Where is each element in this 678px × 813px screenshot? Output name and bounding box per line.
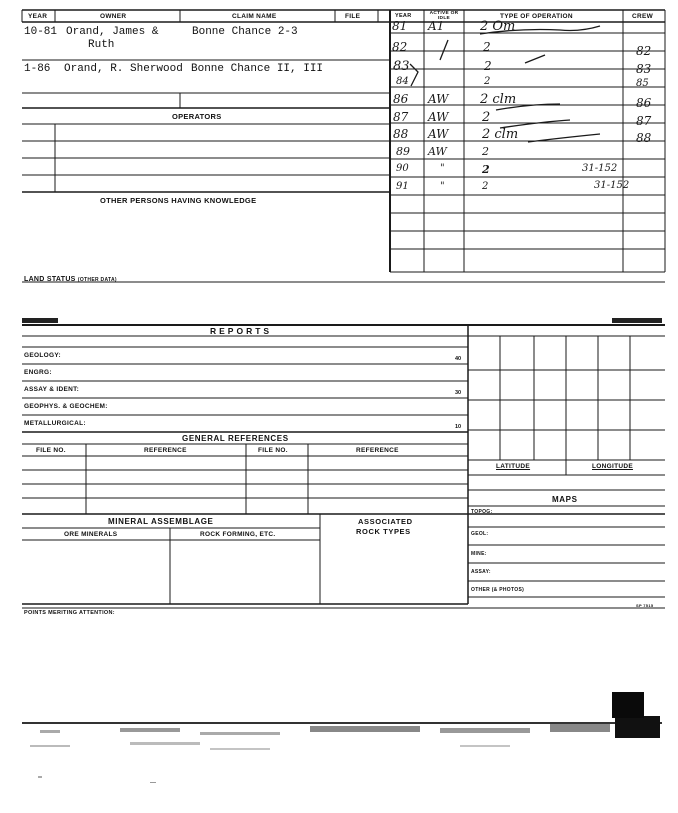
activity-row-5-year: 86 bbox=[393, 92, 409, 106]
activity-row-10-year: 91 bbox=[396, 181, 409, 192]
activity-row-3-crew: 83 bbox=[636, 62, 652, 76]
points-meriting-attention: POINTS MERITING ATTENTION: bbox=[24, 610, 115, 616]
activity-row-4-type: 2 bbox=[484, 76, 491, 87]
activity-row-9-active: " bbox=[440, 163, 445, 174]
activity-row-1-active: A1 bbox=[428, 19, 445, 33]
activity-row-10-active: " bbox=[440, 181, 445, 192]
activity-row-5-type: 2 clm bbox=[480, 92, 517, 107]
latitude-label: LATITUDE bbox=[496, 463, 531, 470]
header-active-or-idle: ACTIVE OR IDLE bbox=[429, 11, 459, 21]
rock-forming-label: ROCK FORMING, ETC. bbox=[200, 531, 276, 538]
header-year-short: YEAR bbox=[395, 13, 412, 19]
maps-assay: ASSAY: bbox=[471, 569, 491, 575]
activity-row-4-year: 84 bbox=[396, 76, 409, 87]
maps-geol: GEOL: bbox=[471, 531, 489, 537]
maps-other: OTHER (& PHOTOS) bbox=[471, 587, 525, 593]
activity-row-7-active: AW bbox=[428, 127, 449, 141]
gr-file-no: FILE NO. bbox=[36, 447, 66, 454]
owner-row-2-year: 1-86 bbox=[24, 63, 51, 75]
reports-assay-num: 30 bbox=[455, 390, 462, 396]
activity-row-2-year: 82 bbox=[392, 40, 408, 54]
land-status-sub: (OTHER DATA) bbox=[77, 277, 117, 283]
header-file: FILE bbox=[345, 13, 361, 20]
reports-geology: GEOLOGY: bbox=[24, 352, 61, 359]
rock-types-label: ROCK TYPES bbox=[356, 527, 411, 536]
reports-geology-num: 40 bbox=[455, 356, 462, 362]
activity-row-1-type: 2 Om bbox=[480, 19, 516, 34]
reports-metallurgical: METALLURGICAL: bbox=[24, 420, 86, 427]
activity-row-1-year: 81 bbox=[392, 19, 408, 33]
activity-row-5-crew: 86 bbox=[636, 96, 652, 110]
header-claim-name: CLAIM NAME bbox=[232, 13, 277, 20]
land-status-text: LAND STATUS bbox=[24, 276, 76, 283]
activity-row-10-type: 2 bbox=[482, 181, 489, 192]
header-owner: OWNER bbox=[100, 13, 127, 20]
other-persons-title: OTHER PERSONS HAVING KNOWLEDGE bbox=[100, 196, 257, 205]
owner-row-1-owner: Orand, James & bbox=[66, 26, 159, 38]
reports-metallurgical-num: 10 bbox=[455, 424, 462, 430]
activity-row-10-crew: 31-152 bbox=[594, 180, 630, 191]
gr-reference: REFERENCE bbox=[144, 447, 187, 454]
ore-minerals-label: ORE MINERALS bbox=[64, 531, 118, 538]
form-number: SP 7515 bbox=[636, 603, 654, 608]
header-year: YEAR bbox=[28, 13, 48, 20]
activity-row-7-year: 88 bbox=[393, 127, 409, 141]
associated-label: ASSOCIATED bbox=[358, 517, 413, 526]
activity-row-2-crew: 82 bbox=[636, 44, 652, 58]
activity-row-9-type: 2 bbox=[482, 163, 490, 176]
activity-row-4-crew: 85 bbox=[636, 78, 649, 89]
header-type-of-operation: TYPE OF OPERATION bbox=[500, 13, 573, 20]
mineral-assemblage-title: MINERAL ASSEMBLAGE bbox=[108, 517, 214, 526]
maps-mine: MINE: bbox=[471, 551, 487, 557]
activity-row-6-active: AW bbox=[428, 110, 449, 124]
activity-row-2-type: 2 bbox=[483, 40, 491, 54]
land-status-label bbox=[24, 276, 117, 283]
owner-row-2-owner: Orand, R. Sherwood bbox=[64, 63, 183, 75]
general-references-title: GENERAL REFERENCES bbox=[182, 434, 289, 443]
activity-row-8-type: 2 bbox=[482, 145, 489, 158]
activity-row-3-type: 2 bbox=[484, 59, 492, 73]
operators-title: OPERATORS bbox=[172, 112, 222, 121]
owner-row-1-claim: Bonne Chance 2-3 bbox=[192, 26, 298, 38]
header-crew: CREW bbox=[632, 13, 654, 20]
activity-row-9-year: 90 bbox=[396, 163, 409, 174]
activity-row-9-crew: 31-152 bbox=[582, 163, 618, 174]
gr-file-no-2: FILE NO. bbox=[258, 447, 288, 454]
activity-row-7-crew: 88 bbox=[636, 131, 652, 145]
owner-row-2-claim: Bonne Chance II, III bbox=[191, 63, 324, 75]
reports-geophys: GEOPHYS. & GEOCHEM: bbox=[24, 403, 108, 410]
activity-row-7-type: 2 clm bbox=[482, 127, 519, 142]
activity-row-8-active: AW bbox=[428, 145, 447, 158]
maps-title: MAPS bbox=[552, 495, 578, 504]
maps-topog: TOPOG: bbox=[471, 509, 493, 515]
activity-row-8-year: 89 bbox=[396, 145, 410, 158]
activity-row-5-active: AW bbox=[428, 92, 449, 106]
owner-row-1-owner-line2: Ruth bbox=[88, 39, 115, 51]
longitude-label: LONGITUDE bbox=[592, 463, 633, 470]
gr-reference-2: REFERENCE bbox=[356, 447, 399, 454]
owner-row-1-year: 10-81 bbox=[24, 26, 58, 38]
activity-row-6-crew: 87 bbox=[636, 114, 652, 128]
activity-row-6-type: 2 bbox=[482, 110, 491, 125]
reports-title: REPORTS bbox=[210, 326, 273, 336]
activity-row-3-year: 83 bbox=[393, 59, 410, 74]
activity-row-6-year: 87 bbox=[393, 110, 409, 124]
reports-engrg: ENGRG: bbox=[24, 369, 52, 376]
reports-assay: ASSAY & IDENT: bbox=[24, 386, 80, 393]
